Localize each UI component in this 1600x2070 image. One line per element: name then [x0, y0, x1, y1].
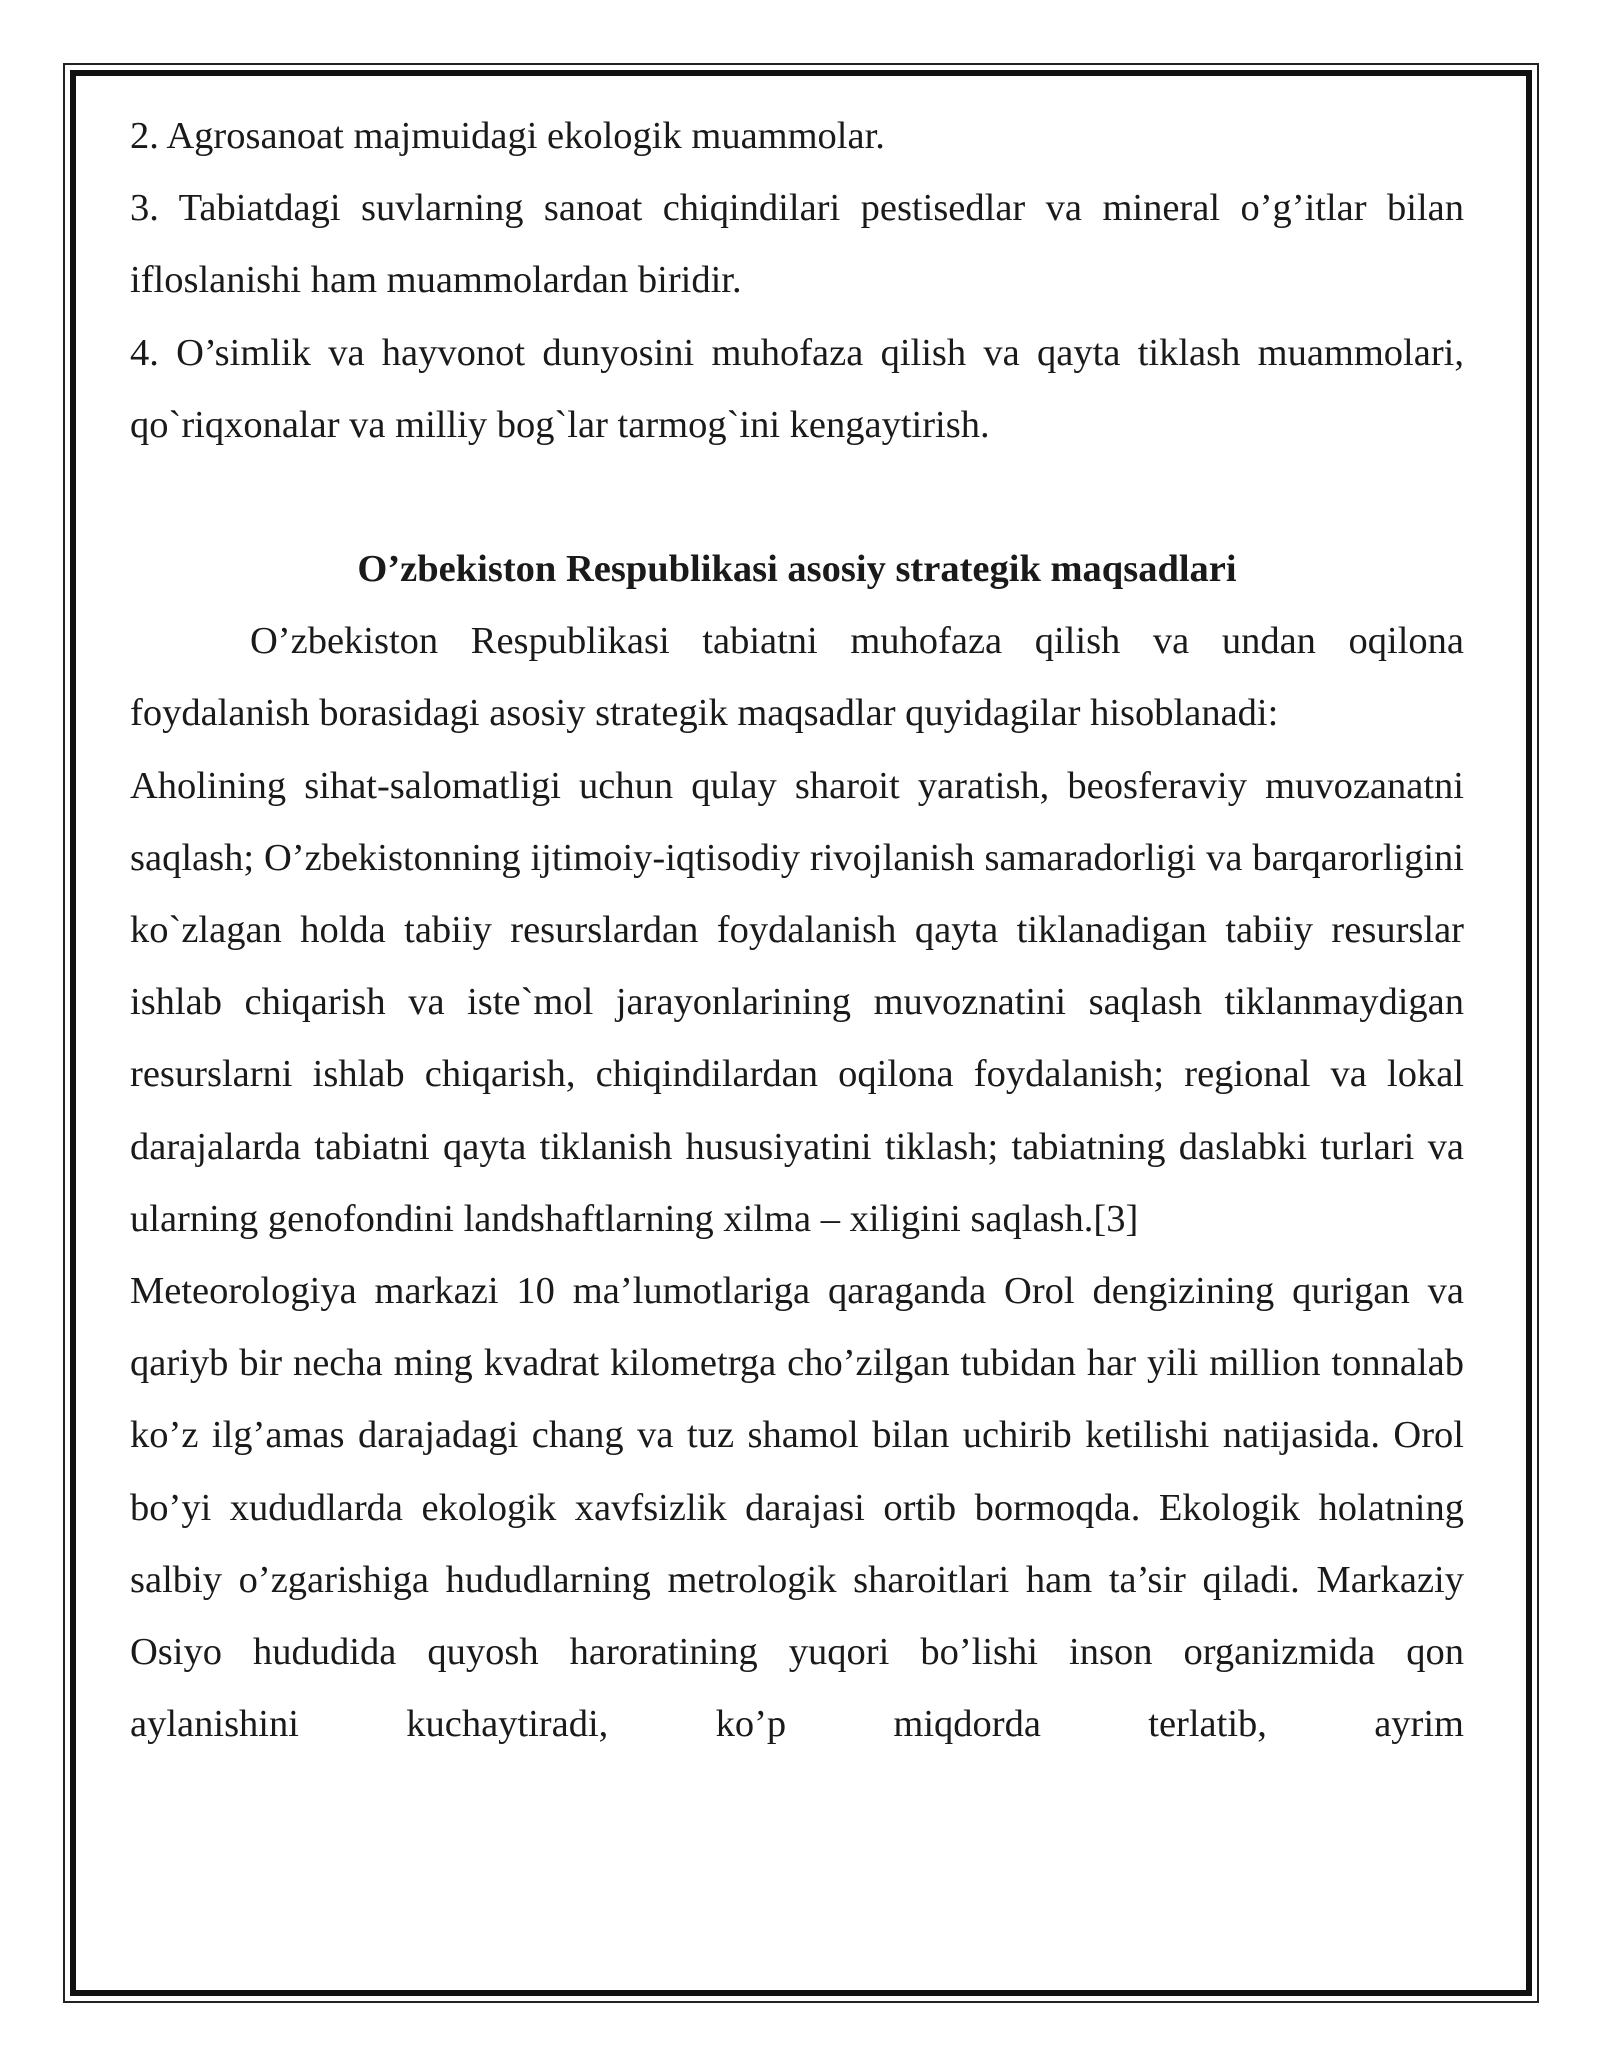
- list-item-2: 2. Agrosanoat majmuidagi ekologik muammolar.: [130, 115, 885, 157]
- section-heading: O’zbekiston Respublikasi asosiy strategik maqsadlari: [357, 548, 1237, 591]
- goals-paragraph: Aholining sihat-salomatligi uchun qulay sharoit yaratish, beosferaviy muvozanatni saqlash; O’zbekistonning ijtimoiy-iqtisodiy rivojlanish samaradorligi va barqarorligini ko`zlagan holda tabiiy resurslardan foydalanish qayta tiklanadigan tabiiy resurslar ishlab chiqarish va iste`mol jarayonlarining muvoznatini saqlash tiklanmaydigan resurslarni ishlab chiqarish, chiqindilardan oqilona foydalanish; regional va lokal darajalarda tabiatni qayta tiklanish hususiyatini tiklash; tabiatning daslabki turlari va ularning genofondini landshaftlarning xilma – xiligini saqlash.[3]: [130, 764, 1464, 1240]
- meteorology-paragraph: Meteorologiya markazi 10 ma’lumotlariga qaraganda Orol dengizining qurigan va qariyb bir necha ming kvadrat kilometrga cho’zilgan tubidan har yili million tonnalab ko’z ilg’amas darajadagi chang va tuz shamol bilan uchirib ketilishi natijasida. Orol bo’yi xududlarda ekologik xavfsizlik darajasi ortib bormoqda. Ekologik holatning salbiy o’zgarishiga hududlarning metrologik sharoitlari ham ta’sir qiladi. Markaziy Osiyo hududida quyosh haroratining yuqori bo’lishi inson organizmida qon aylanishini kuchaytiradi, ko’p miqdorda terlatib, ayrim: [130, 1270, 1464, 1746]
- intro-paragraph: O’zbekiston Respublikasi tabiatni muhofaza qilish va undan oqilona foydalanish borasidagi asosiy strategik maqsadlar quyidagilar hisoblanadi:: [130, 620, 1464, 735]
- list-item-3: 3. Tabiatdagi suvlarning sanoat chiqindilari pestisedlar va mineral o’g’itlar bilan ifloslanishi ham muammolardan biridir.: [130, 187, 1464, 302]
- document-body: [130, 100, 1464, 1760]
- list-item-4: 4. O’simlik va hayvonot dunyosini muhofaza qilish va qayta tiklash muammolari, qo`riqxonalar va milliy bog`lar tarmog`ini kengaytirish.: [130, 331, 1464, 446]
- blank-line: [130, 461, 1464, 533]
